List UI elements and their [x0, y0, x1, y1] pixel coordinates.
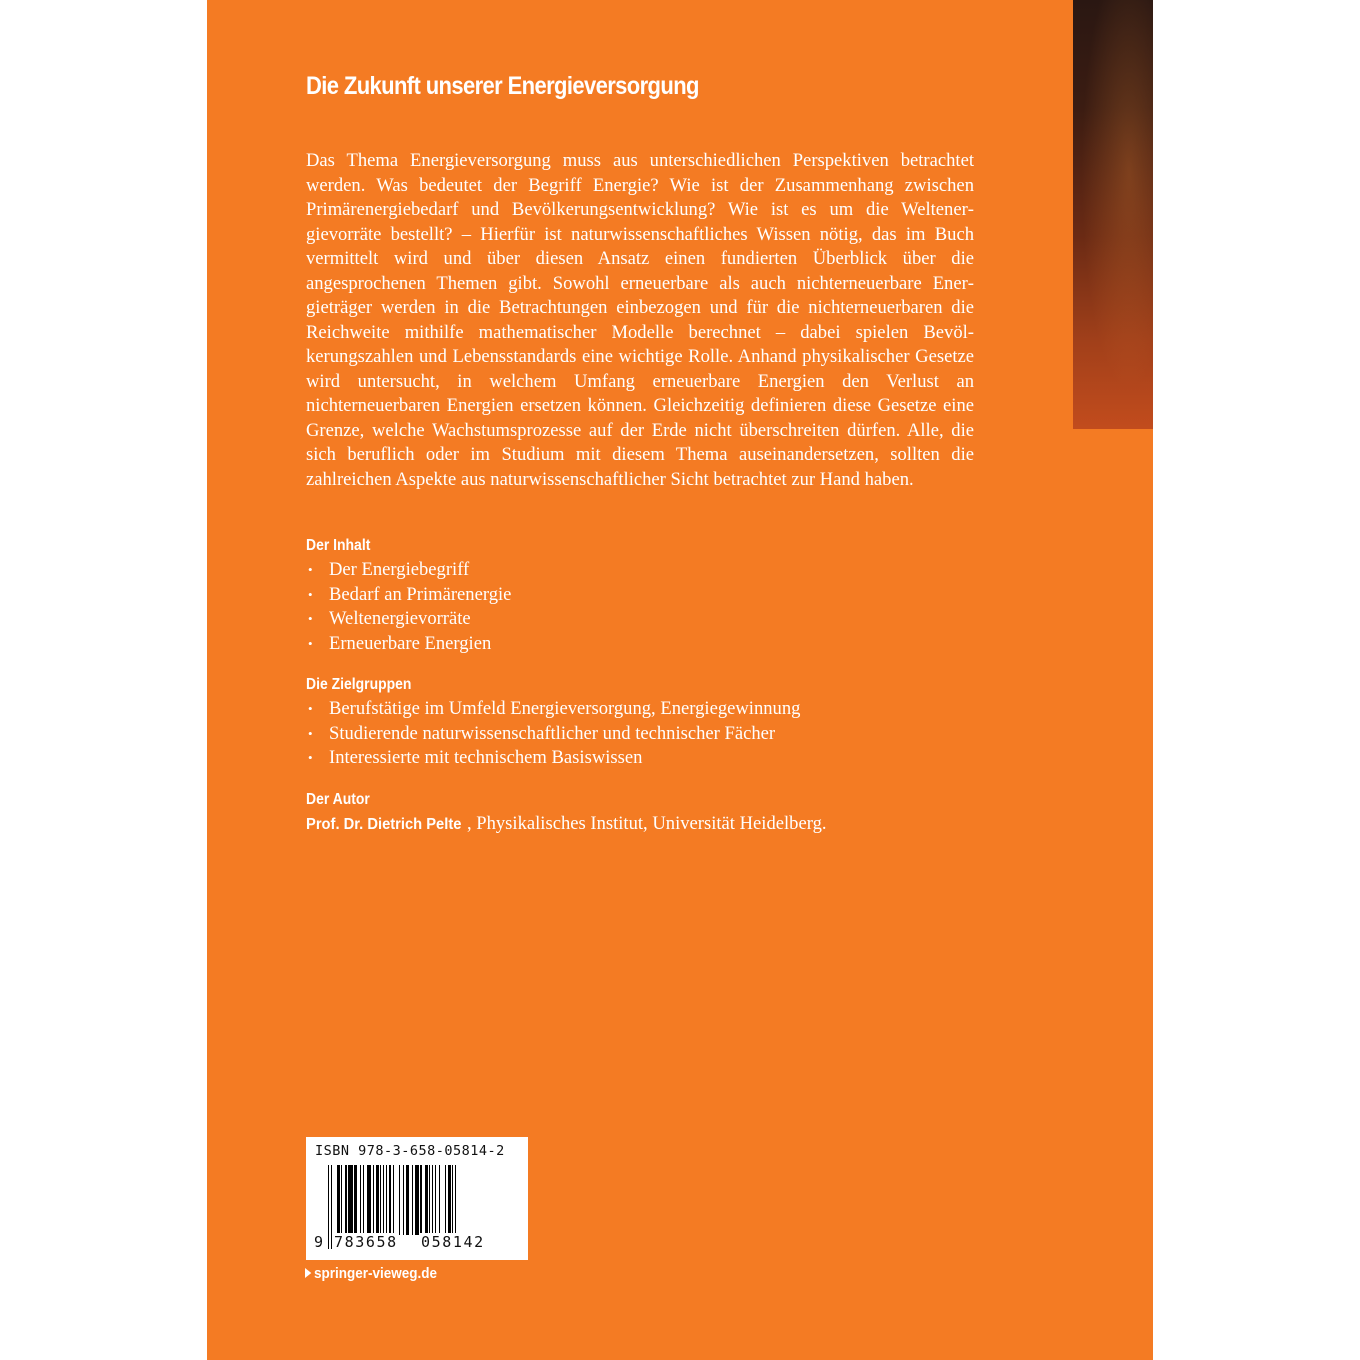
book-title: Die Zukunft unserer Energieversorgung: [306, 72, 699, 100]
author-affiliation: , Physikalisches Institut, Universität Heidelberg.: [466, 813, 827, 834]
list-item: • Der Energiebegriff: [306, 558, 511, 583]
bullet-icon: •: [308, 586, 313, 602]
bullet-icon: •: [308, 636, 313, 652]
list-item: • Erneuerbare Energien: [306, 632, 511, 657]
publisher-url: springer-vieweg.de: [314, 1265, 438, 1282]
arrow-right-icon: [305, 1268, 311, 1278]
audience-list: [306, 697, 800, 771]
isbn-barcode: [306, 1137, 528, 1260]
author-heading: Der Autor: [306, 791, 370, 808]
ean-first-digit: 9: [314, 1233, 324, 1251]
list-item: • Berufstätige im Umfeld Energieversorgung, Energiegewinnung: [306, 697, 800, 722]
list-item: • Bedarf an Primärenergie: [306, 583, 511, 608]
bullet-icon: •: [308, 750, 313, 766]
bullet-icon: •: [308, 562, 313, 577]
bullet-icon: •: [308, 611, 313, 627]
contents-list: [306, 558, 511, 657]
list-item: • Interessierte mit technischem Basiswissen: [306, 746, 800, 771]
contents-heading: Der Inhalt: [306, 537, 371, 554]
author-line: [306, 813, 827, 835]
book-description: Das Thema Energieversorgung muss aus unterschiedlichen Perspektiven betrachtet werden. Was bedeutet der Begriff Energie? Wie ist der Zusammenhang zwischen Primärenergiebedarf und Bevölkerungsentwicklung? Wie ist es um die Weltenergievorräte bestellt? – Hierfür ist naturwissenschaftliches Wissen nötig, das im Buch vermittelt wird und über diesen Ansatz einen fundierten Überblick über die angesprochenen Themen gibt. Sowohl erneuerbare als auch nichterneuerbare Energieträger werden in die Betrachtungen einbezogen und für die nichterneuerbaren die Reichweite mithilfe mathematischer Modelle berechnet – dabei spielen Bevölkerungszahlen und Lebensstandards eine wichtige Rolle. Anhand physikalischer Gesetze wird untersucht, in welchem Umfang erneuerbare Energien den Verlust an nichterneuerbaren Energien ersetzen können. Gleichzeitig definieren diese Gesetze eine Grenze, welche Wachstumsprozesse auf der Erde nicht überschreiten dürfen. Alle, die sich beruflich oder im Studium mit diesem Thema auseinandersetzen, sollten die zahlreichen Aspekte aus naturwissenschaftlicher Sicht betrachtet zur Hand haben.: [306, 150, 974, 490]
cover-image-strip: [1073, 0, 1153, 429]
audience-heading: Die Zielgruppen: [306, 676, 412, 693]
ean-right-digits: 058142: [421, 1233, 485, 1251]
publisher-link[interactable]: [305, 1265, 437, 1282]
author-name: Prof. Dr. Dietrich Pelte: [306, 816, 462, 833]
bullet-icon: •: [308, 701, 313, 716]
ean-left-digits: 783658: [334, 1233, 398, 1251]
book-back-cover: [207, 0, 1153, 1360]
bullet-icon: •: [308, 725, 313, 741]
list-item: • Studierende naturwissenschaftlicher und technischer Fächer: [306, 722, 800, 747]
list-item: • Weltenergievorräte: [306, 607, 511, 632]
isbn-label: ISBN 978-3-658-05814-2: [315, 1143, 505, 1159]
